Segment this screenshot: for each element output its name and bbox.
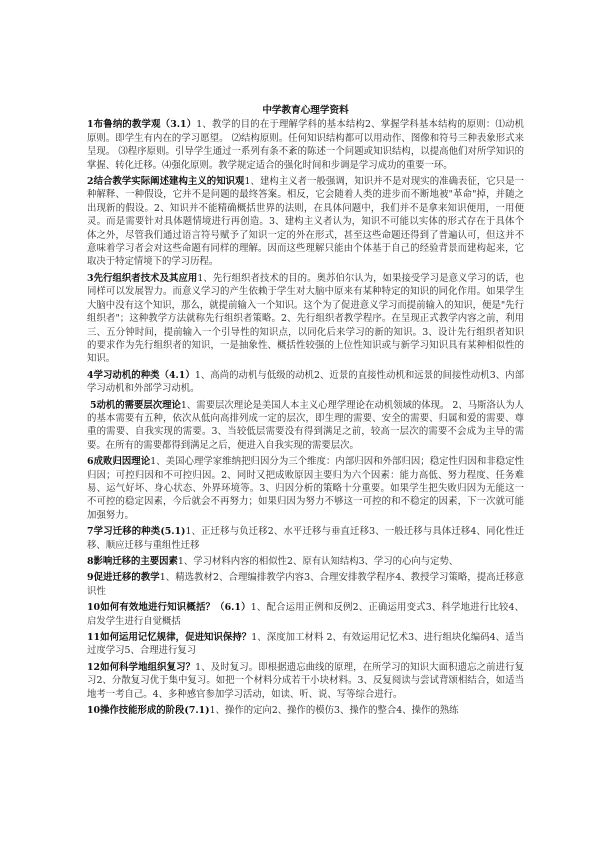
- section-heading: 1布鲁纳的教学观（3.1）: [87, 119, 197, 131]
- section-2: [87, 175, 524, 269]
- section-11: [87, 631, 524, 658]
- section-body: 1、精选教材2、合理编排教学内容3、合理安排教学程序4、教授学习策略，提高迁移意识性: [87, 572, 524, 597]
- section-body: 1、学习材料内容的相似性2、原有认知结构3、学习的心向与定势、: [177, 556, 459, 567]
- section-10: [87, 601, 524, 628]
- section-heading: 4学习动机的种类（4.1）: [87, 369, 195, 381]
- section-body: 1、教学的目的在于理解学科的基本结构2、掌握学科基本结构的原则：⑴动机原则。即学生有内在的学习愿望。 ⑵结构原则。任何知识结构都可以用动作、图像和符号三种表象形式来呈现。 ⑶程序原则。引导学生通过一系列有条不紊的陈述一个问题或知识结构，以提高他们对所学知识的掌握、转化迁移。⑷强化原则。教学规定适合的强化时间和步调是学习成功的重要一环。: [87, 119, 524, 171]
- section-1: [87, 118, 524, 172]
- section-body: 1、正迁移与负迁移2、水平迁移与垂直迁移3、一般迁移与具体迁移4、同化性迁移、顺应迁移与重组性迁移: [87, 526, 524, 551]
- section-heading: 10操作技能形成的阶段(7.1): [87, 705, 210, 717]
- section-body: 1、操作的定向2、操作的模仿3、操作的整合4、操作的熟练: [209, 705, 459, 717]
- section-5: [87, 399, 524, 453]
- section-heading: 11如何运用记忆规律，促进知识保持？: [87, 632, 252, 644]
- section-heading: 3先行组织者技术及其应用: [87, 272, 198, 284]
- section-heading: 2结合教学实际阐述建构主义的知识观: [87, 176, 245, 188]
- section-7: [87, 525, 524, 552]
- section-heading: 9促进迁移的教学: [87, 572, 160, 584]
- document-body: [87, 104, 524, 720]
- section-heading: 10如何有效地进行知识概括？（6.1）: [87, 602, 251, 614]
- section-4: [87, 369, 524, 396]
- section-body: 1、美国心理学家维纳把归因分为三个维度：内部归因和外部归因；稳定性归因和非稳定性归因；可控归因和不可控归因。2、同时又把成败原因主要归为六个因素：能力高低、努力程度、任务难易、运气好坏、身心状态、外界环境等。3、归因分析的策略十分重要。如果学生把失败归因为无能这一不可控的稳定因素，今后就会不再努力；如果归因为努力不够这一可控的和不稳定的因素，下一次就可能加强努力。: [87, 456, 525, 521]
- section-heading: 7学习迁移的种类(5.1): [87, 526, 186, 538]
- section-6: [87, 455, 524, 522]
- section-3: [87, 272, 524, 366]
- section-12: [87, 661, 524, 701]
- section-13: [87, 704, 524, 717]
- section-body: 1、及时复习。即根据遗忘曲线的原理，在所学习的知识大面积遗忘之前进行复习2、分散复习优于集中复习。如把一个材料分成若干小块材料。3、反复阅读与尝试背颂相结合，如适当地考一考自己。4、多种感官参加学习活动，如读、听、说、写等综合进行。: [87, 661, 524, 700]
- section-9: [87, 571, 524, 598]
- section-body: 1、深度加工材料 2、有效运用记忆术3、进行组块化编码4、适当过度学习5、合理进行复习: [87, 632, 524, 657]
- section-heading: 12如何科学地组织复习？: [87, 661, 196, 673]
- section-body: 1、先行组织者技术的目的。奥苏伯尔认为，如果接受学习是意义学习的话，也同样可以发展智力。而意义学习的产生依赖于学生对大脑中原来有某种特定的知识的同化作用。如果学生大脑中没有这个知识，那么，就提前输入一个知识。这个为了促进意义学习而提前输入的知识，便是"先行组织者"；这种教学方法就称先行组织者策略。2、先行组织者教学程序。在呈现正式教学内容之前，利用三、五分钟时间，提前输入一个引导性的知识点，以同化后来学习的新的知识。3、设计先行组织者知识的要求作为先行组织者的知识，一是抽象性、概括性较强的上位性知识或与新学习知识具有某种相似性的知识。: [87, 272, 525, 365]
- section-body: 1、高尚的动机与低级的动机2、近景的直接性动机和远景的间接性动机3、内部学习动机和外部学习动机。: [87, 369, 524, 395]
- section-body: 1、需要层次理论是美国人本主义心理学理论在动机领域的体现。 2、马斯洛认为人的基本需要有五种，依次从低向高排列成一定的层次，即生理的需要、安全的需要、归属和爱的需要、尊重的需要、自我实现的需要。3、当较低层需要没有得到满足之前，较高一层次的需要不会成为主导的需要。在所有的需要都得到满足之后，便进入自我实现的需要层次。: [87, 399, 524, 451]
- document-title: 中学教育心理学资料: [262, 105, 349, 116]
- section-heading: 8影响迁移的主要因素: [87, 556, 178, 567]
- section-body: 1、配合运用正例和反例2、正确运用变式3、科学地进行比较4、启发学生进行自觉概括: [87, 602, 524, 627]
- section-body: 1、建构主义者一般强调，知识并不是对现实的准确表征，它只是一种解释、一种假设，它并不是问题的最终答案。相反，它会随着人类的进步而不断地被"革命"掉，并随之出现新的假设。2、知识并不能精确概括世界的法则，在具体问题中，我们并不是拿来知识便用，一用便灵。而是需要针对具体题情境进行再创造。3、建构主义者认为，知识不可能以实体的形式存在于具体个体之外，尽管我们通过语言符号赋予了知识一定的外在形式，甚至这些命题还得到了普遍认可，但这并不意味着学习者会对这些命题有同样的理解。因而这些理解只能由个体基于自己的经验背景而建构起来，它取决于特定情境下的学习历程。: [87, 176, 524, 268]
- section-heading: 5动机的需要层次理论: [89, 399, 181, 411]
- section-8: [87, 555, 524, 568]
- section-heading: 6成败归因理论: [87, 456, 151, 468]
